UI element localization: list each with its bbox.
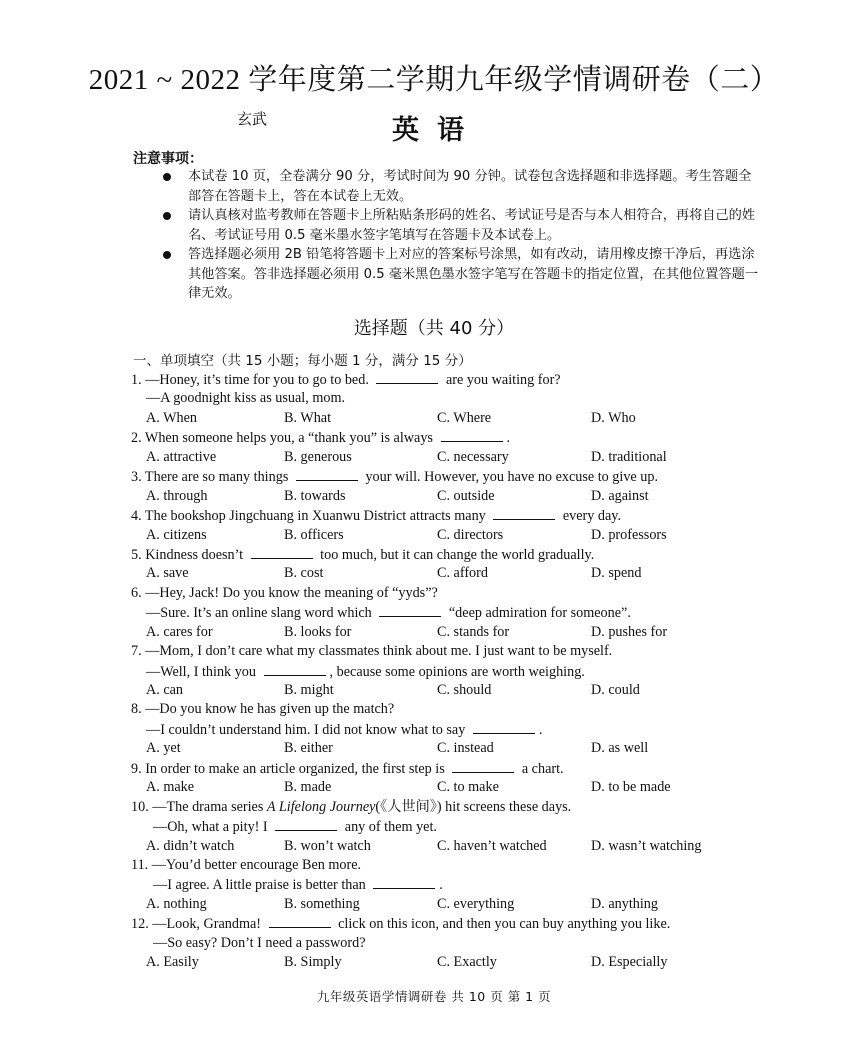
question-stem: 11. —You’d better encourage Ben more. [131, 856, 362, 873]
question-reply: —So easy? Don’t I need a password? [153, 934, 366, 951]
option-a: A. make [146, 779, 195, 796]
answer-blank [296, 467, 358, 481]
question-stem: 9. In order to make an article organized, the first step is a chart. [131, 760, 564, 777]
answer-blank [275, 817, 337, 831]
question-stem: 2. When someone helps you, a “thank you” is always . [131, 430, 511, 447]
question-list [131, 370, 751, 973]
option-d: D. to be made [591, 779, 671, 796]
answer-blank [379, 603, 441, 617]
answer-blank [269, 914, 331, 928]
question-stem: 10. —The drama series A Lifelong Journey(《人世间》) hit screens these days. [131, 798, 572, 815]
option-row [131, 623, 751, 642]
question-reply: —I couldn’t understand him. I did not know what to say . [146, 721, 543, 738]
option-c: C. outside [437, 487, 495, 504]
notice-heading: 注意事项： [133, 151, 203, 167]
option-row [131, 895, 751, 914]
option-b: B. looks for [284, 623, 352, 640]
question-stem: 12. —Look, Grandma! click on this icon, and then you can buy anything you like. [131, 916, 671, 933]
question-stem: 5. Kindness doesn’t too much, but it can change the world gradually. [131, 546, 595, 563]
answer-blank [493, 506, 555, 520]
option-b: B. something [284, 895, 360, 912]
subject-title: 英语 [392, 115, 482, 146]
section-title: 选择题（共 40 分） [353, 318, 515, 339]
question-stem: 8. —Do you know he has given up the match? [131, 701, 395, 718]
option-d: D. Especially [591, 954, 668, 971]
option-a: A. through [146, 487, 208, 504]
option-a: A. cares for [146, 623, 213, 640]
answer-blank [452, 759, 514, 773]
option-b: B. generous [284, 448, 352, 465]
option-b: B. officers [284, 526, 344, 543]
question-stem: 6. —Hey, Jack! Do you know the meaning of “yyds”? [131, 584, 438, 601]
option-d: D. against [591, 487, 649, 504]
answer-blank [373, 875, 435, 889]
answer-blank [441, 428, 503, 442]
option-row [131, 487, 751, 506]
option-c: C. instead [437, 740, 494, 757]
option-row [131, 681, 751, 700]
page-title: 2021 ~ 2022 学年度第二学期九年级学情调研卷（二） [88, 64, 780, 96]
question-stem: 3. There are so many things your will. However, you have no excuse to give up. [131, 469, 659, 486]
question-reply: —I agree. A little praise is better than . [153, 877, 443, 894]
option-row [131, 409, 751, 428]
option-d: D. Who [591, 409, 636, 426]
option-d: D. traditional [591, 448, 667, 465]
question-reply: —Well, I think you , because some opinions are worth weighing. [146, 663, 585, 680]
question-reply: —Sure. It’s an online slang word which “deep admiration for someone”. [146, 605, 631, 622]
notice-item: 请认真核对监考教师在答题卡上所粘贴条形码的姓名、考试证号是否与本人相符合，再将自己的姓名、考试证号用 0.5 毫米墨水签字笔填写在答题卡及本试卷上。 [160, 206, 760, 245]
option-row [131, 778, 751, 797]
notice-item: 答选择题必须用 2B 铅笔将答题卡上对应的答案标号涂黑，如有改动，请用橡皮擦干净后，再选涂其他答案。答非选择题必须用 0.5 毫米黑色墨水签字笔写在答题卡的指定位置，在其他位置答题一律无效。 [160, 245, 760, 304]
answer-blank [251, 545, 313, 559]
notice-list [160, 167, 760, 304]
option-row [131, 837, 751, 856]
option-b: B. towards [284, 487, 346, 504]
option-c: C. haven’t watched [437, 837, 547, 854]
option-d: D. as well [591, 740, 649, 757]
option-c: C. Where [437, 409, 492, 426]
option-d: D. could [591, 682, 640, 698]
option-a: A. nothing [146, 895, 207, 912]
option-c: C. Exactly [437, 954, 497, 971]
option-d: D. wasn’t watching [591, 837, 702, 854]
part-title: 一、单项填空（共 15 小题；每小题 1 分，满分 15 分） [133, 353, 472, 369]
question-reply: —A goodnight kiss as usual, mom. [146, 390, 346, 407]
notice-item: 本试卷 10 页，全卷满分 90 分，考试时间为 90 分钟。试卷包含选择题和非选择题。考生答题全部答在答题卡上，答在本试卷上无效。 [160, 167, 760, 206]
question-reply: —Oh, what a pity! I any of them yet. [153, 819, 437, 836]
option-b: B. cost [284, 565, 324, 582]
option-d: D. anything [591, 895, 658, 912]
option-b: B. won’t watch [284, 837, 371, 854]
option-a: A. Easily [146, 954, 199, 971]
option-a: A. yet [146, 740, 181, 757]
answer-blank [376, 370, 438, 384]
option-b: B. Simply [284, 954, 342, 971]
option-a: A. citizens [146, 526, 207, 543]
option-c: C. everything [437, 895, 515, 912]
option-a: A. When [146, 409, 197, 426]
option-d: D. professors [591, 526, 667, 543]
option-row [131, 448, 751, 467]
option-a: A. can [146, 682, 184, 698]
option-c: C. necessary [437, 448, 509, 465]
option-b: B. might [284, 682, 334, 698]
drama-title: A Lifelong Journey [266, 798, 376, 815]
option-a: A. attractive [146, 448, 217, 465]
option-c: C. directors [437, 526, 504, 543]
answer-blank [473, 720, 535, 734]
option-c: C. afford [437, 565, 488, 582]
option-b: B. made [284, 779, 332, 796]
option-row [131, 739, 751, 758]
option-row [131, 953, 751, 972]
option-c: C. stands for [437, 623, 510, 640]
question-stem: 7. —Mom, I don’t care what my classmates think about me. I just want to be myself. [131, 643, 613, 660]
question-stem: 4. The bookshop Jingchuang in Xuanwu District attracts many every day. [131, 508, 622, 525]
option-d: D. pushes for [591, 623, 668, 640]
option-c: C. to make [437, 779, 499, 796]
option-a: A. didn’t watch [146, 837, 235, 854]
option-a: A. save [146, 565, 189, 582]
option-b: B. either [284, 740, 333, 757]
question-stem: 1. —Honey, it’s time for you to go to bed. are you waiting for? [131, 372, 561, 388]
option-b: B. What [284, 409, 332, 426]
page-footer: 九年级英语学情调研卷 共 10 页 第 1 页 [316, 989, 552, 1004]
option-d: D. spend [591, 565, 642, 582]
option-c: C. should [437, 682, 492, 698]
answer-blank [264, 662, 326, 676]
option-row [131, 526, 751, 545]
district-label: 玄武 [237, 112, 268, 128]
option-row [131, 564, 751, 583]
